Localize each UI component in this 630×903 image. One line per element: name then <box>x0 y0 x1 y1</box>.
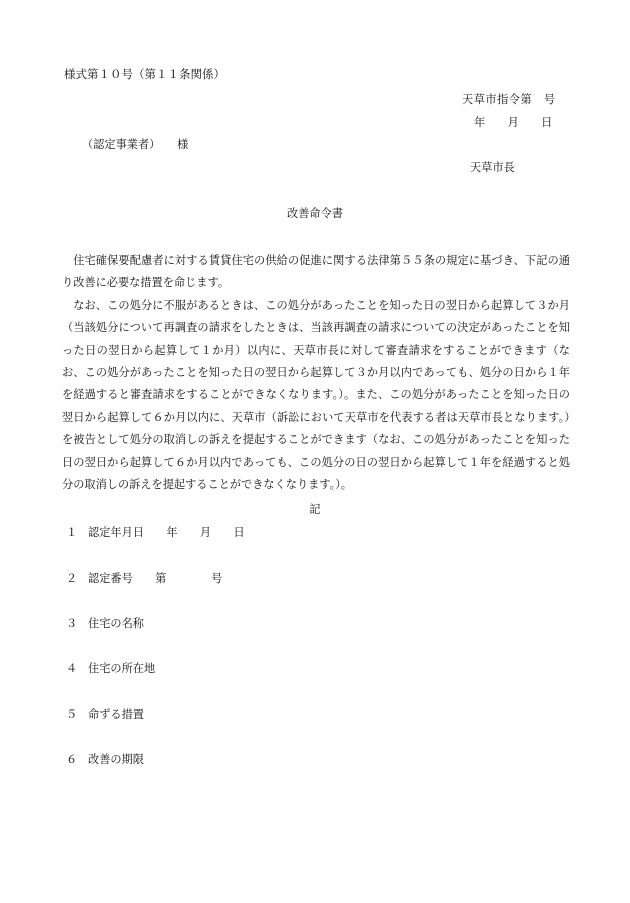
document-date: 年 月 日 <box>474 116 553 129</box>
list-item-certification-number <box>66 570 222 586</box>
item-number: ５ <box>66 708 78 721</box>
item-number: ６ <box>66 753 78 766</box>
item-text: 住宅の名称 <box>88 617 144 630</box>
body-paragraph-2: なお、この処分に不服があるときは、この処分があったことを知った日の翌日から起算して３か月（当該処分について再調査の請求をしたときは、当該再調査の請求についての決定があったことを知った日の翌日から起算して１か月）以内に、天草市長に対して審査請求をすることができます（なお、この処分があったことを知った日の翌日から起算して３か月以内であっても、処分の日から１年を経過すると審査請求をすることができなくなります。）。また、この処分があったことを知った日の翌日から起算して６か月以内に、天草市（訴訟において天草市を代表する者は天草市長となります。）を被告として処分の取消しの訴えを提起することができます（なお、この処分があったことを知った日の翌日から起算して６か月以内であっても、この処分の日の翌日から起算して１年を経過すると処分の取消しの訴えを提起することができなくなります。）。 <box>62 298 570 492</box>
list-item-required-measures <box>66 706 144 722</box>
list-item-housing-location <box>66 660 155 676</box>
body-paragraph-1: 住宅確保要配慮者に対する賃貸住宅の供給の促進に関する法律第５５条の規定に基づき、下記の通り改善に必要な措置を命じます。 <box>62 254 570 290</box>
issuer: 天草市長 <box>470 161 515 174</box>
list-item-housing-name <box>66 615 144 631</box>
item-number: ２ <box>66 572 78 585</box>
item-number: ３ <box>66 617 78 630</box>
document-number: 天草市指令第 号 <box>462 93 556 106</box>
body-text <box>62 250 570 496</box>
recipient: （認定事業者） 様 <box>82 138 189 151</box>
item-text: 住宅の所在地 <box>88 662 156 675</box>
item-text: 認定番号 第 号 <box>88 572 223 585</box>
item-text: 認定年月日 年 月 日 <box>88 526 245 539</box>
item-number: １ <box>66 526 78 539</box>
document-title: 改善命令書 <box>287 207 343 220</box>
item-text: 改善の期限 <box>88 753 144 766</box>
list-item-certification-date <box>66 524 245 540</box>
list-item-deadline <box>66 751 144 767</box>
item-text: 命ずる措置 <box>88 708 144 721</box>
form-number: 様式第１０号（第１１条関係） <box>64 67 225 81</box>
item-number: ４ <box>66 662 78 675</box>
ki-heading: 記 <box>309 503 321 516</box>
